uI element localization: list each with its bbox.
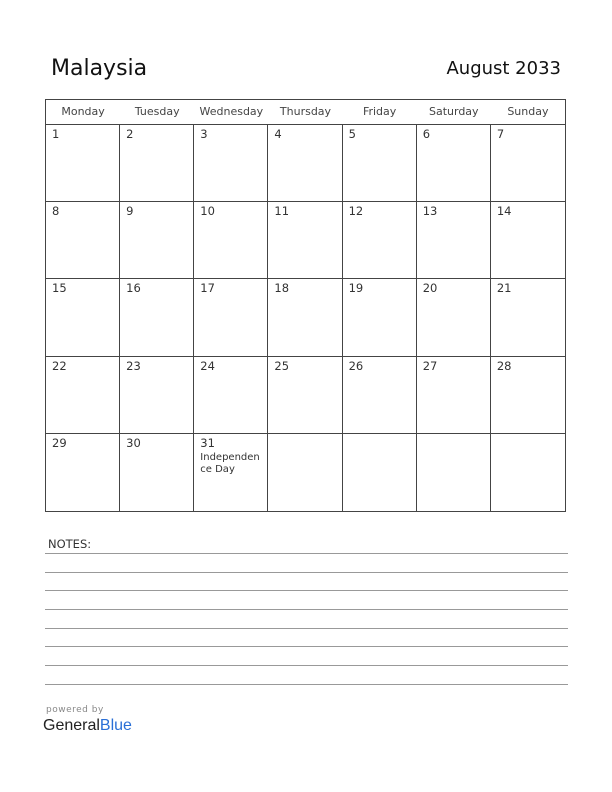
note-line — [45, 665, 568, 666]
day-cell — [268, 357, 342, 434]
weekday-tuesday: Tuesday — [134, 105, 180, 118]
day-cell — [268, 125, 342, 202]
day-cell — [194, 125, 268, 202]
day-number: 28 — [496, 358, 512, 373]
weekday-saturday: Saturday — [428, 105, 479, 118]
brand-blue: Blue — [99, 717, 132, 734]
day-number: 11 — [274, 204, 290, 219]
day-cell — [46, 357, 120, 434]
day-number: 21 — [496, 281, 512, 296]
day-cell — [46, 202, 120, 279]
note-line — [45, 646, 568, 647]
day-number: 15 — [52, 281, 67, 296]
note-line — [45, 628, 568, 629]
day-number: 17 — [200, 281, 215, 296]
day-number: 31 — [200, 435, 215, 450]
day-cell — [120, 357, 194, 434]
day-cell — [343, 202, 417, 279]
day-number: 19 — [348, 281, 364, 296]
day-number: 9 — [126, 204, 134, 219]
weekday-sunday: Sunday — [507, 105, 549, 118]
day-number: 22 — [52, 358, 67, 373]
day-cell — [46, 434, 120, 511]
day-number: 2 — [126, 127, 134, 141]
day-number: 8 — [52, 204, 60, 219]
day-number: 26 — [348, 358, 364, 373]
weekday-monday: Monday — [61, 105, 105, 118]
day-cell — [343, 125, 417, 202]
day-number: 23 — [126, 358, 141, 373]
calendar-grid — [45, 99, 566, 512]
day-number: 13 — [422, 204, 438, 219]
day-cell — [194, 357, 268, 434]
day-cell — [268, 279, 342, 356]
holiday-label: Independence Day — [200, 451, 260, 475]
day-cell — [417, 125, 491, 202]
month-title: August 2033 — [446, 58, 561, 79]
note-line — [45, 590, 568, 591]
day-cell — [417, 434, 491, 511]
day-number: 29 — [52, 435, 67, 450]
day-cell — [120, 125, 194, 202]
day-cell — [194, 279, 268, 356]
day-cell — [417, 202, 491, 279]
day-number: 24 — [200, 358, 215, 373]
generalblue-logo — [43, 717, 132, 735]
note-line — [45, 609, 568, 610]
day-cell — [343, 279, 417, 356]
day-cell — [417, 357, 491, 434]
day-number: 30 — [126, 435, 141, 450]
day-cell — [120, 434, 194, 511]
day-number: 7 — [496, 127, 505, 141]
day-number: 16 — [126, 281, 141, 296]
day-cell — [194, 202, 268, 279]
day-number: 6 — [422, 127, 431, 141]
day-cell — [46, 279, 120, 356]
weekday-friday: Friday — [362, 105, 397, 118]
day-cell — [120, 202, 194, 279]
brand-general: General — [43, 717, 100, 734]
country-title: Malaysia — [51, 56, 148, 81]
day-cell — [120, 279, 194, 356]
note-line — [45, 684, 568, 685]
day-cell — [491, 202, 565, 279]
day-cell — [491, 279, 565, 356]
day-cell — [491, 125, 565, 202]
day-number: 27 — [422, 358, 438, 373]
day-cell — [491, 357, 565, 434]
note-line — [45, 553, 568, 554]
day-cell — [343, 357, 417, 434]
day-cell — [343, 434, 417, 511]
day-cell — [268, 434, 342, 511]
day-number: 10 — [200, 204, 215, 219]
weekday-wednesday: Wednesday — [199, 105, 264, 118]
powered-by-text: powered by — [46, 705, 104, 715]
day-number: 3 — [200, 127, 208, 141]
weekday-header — [46, 100, 565, 125]
notes-label: NOTES: — [48, 537, 92, 551]
day-cell — [194, 434, 268, 511]
day-number: 1 — [52, 127, 60, 141]
day-cell — [46, 125, 120, 202]
day-number: 25 — [274, 358, 290, 373]
weekday-thursday: Thursday — [279, 105, 332, 118]
day-number: 12 — [348, 204, 364, 219]
day-cell — [417, 279, 491, 356]
day-number: 14 — [496, 204, 512, 219]
day-number: 5 — [348, 127, 356, 141]
day-number: 20 — [422, 281, 438, 296]
note-line — [45, 572, 568, 573]
day-number: 18 — [274, 281, 290, 296]
day-number: 4 — [274, 127, 282, 141]
day-cell — [491, 434, 565, 511]
calendar-weeks — [46, 125, 565, 511]
day-cell — [268, 202, 342, 279]
